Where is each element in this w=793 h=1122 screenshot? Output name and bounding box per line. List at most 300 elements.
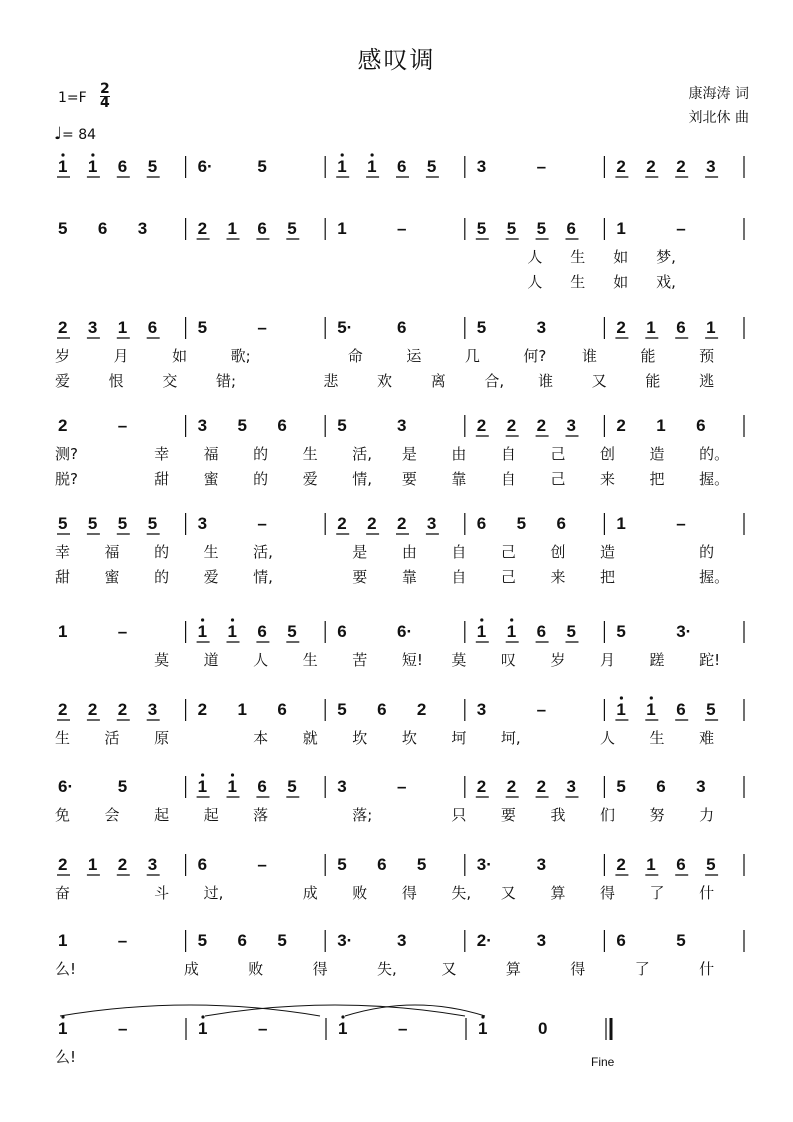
- note: 6: [616, 931, 626, 950]
- lyric: 岁: [550, 651, 566, 669]
- note: –: [397, 777, 407, 796]
- lyric: 起: [203, 806, 219, 824]
- lyric: 得: [570, 960, 586, 978]
- note: –: [536, 700, 547, 719]
- note: 6: [696, 416, 706, 435]
- note: 5: [147, 514, 158, 533]
- note: 2: [197, 700, 208, 719]
- note: 2: [367, 514, 377, 533]
- lyric: 道: [203, 651, 219, 669]
- lyric: 爱: [302, 470, 318, 488]
- note: 2: [58, 855, 68, 874]
- note: 5: [676, 931, 686, 950]
- high-octave-dot: [650, 696, 653, 699]
- note: 5: [706, 700, 716, 719]
- lyric: 己: [500, 568, 516, 586]
- note: 1: [58, 1019, 68, 1038]
- lyric: 就: [302, 729, 318, 747]
- note: 3: [706, 157, 716, 176]
- lyric: 如: [172, 347, 188, 365]
- note: 3: [426, 514, 437, 533]
- lyric: 原: [154, 729, 170, 747]
- note: 1: [227, 622, 237, 641]
- note: 1: [197, 622, 208, 641]
- note: 5·: [337, 318, 353, 337]
- lyric: 来: [600, 470, 616, 488]
- note: 5: [337, 700, 347, 719]
- lyric: 几: [464, 347, 480, 365]
- lyric: 生: [302, 445, 318, 463]
- lyric: 蜜: [104, 568, 120, 586]
- lyric: 人: [527, 273, 543, 291]
- note: 6: [277, 416, 287, 435]
- lyric: 离: [430, 372, 446, 390]
- lyric: 过,: [203, 884, 224, 902]
- note: 3: [566, 416, 576, 435]
- lyric: 甜: [55, 568, 71, 586]
- lyric: 起: [154, 806, 170, 824]
- note: 2: [506, 777, 517, 796]
- lyric: 得: [401, 884, 417, 902]
- note: 3: [566, 777, 576, 796]
- note: 6: [676, 855, 686, 874]
- note: 1: [337, 219, 347, 238]
- lyric: 靠: [451, 470, 467, 488]
- note: 6: [676, 700, 686, 719]
- note: –: [257, 855, 267, 874]
- lyric: 人: [600, 729, 616, 747]
- note: –: [117, 416, 128, 435]
- note: 6: [676, 318, 686, 337]
- note: 5: [706, 855, 716, 874]
- note: –: [257, 318, 267, 337]
- lyric: 败: [248, 960, 264, 978]
- lyric: 甜: [154, 470, 170, 488]
- note: 1: [338, 1019, 348, 1038]
- lyric: 创: [550, 543, 566, 561]
- lyric: 生: [55, 729, 71, 747]
- composer: 刘北休 曲: [688, 110, 749, 126]
- lyric: 么!: [55, 1048, 77, 1066]
- lyric: 免: [55, 806, 71, 824]
- note: 5: [117, 514, 128, 533]
- lyric: 岁: [55, 347, 71, 365]
- tie-slur: [345, 1005, 485, 1016]
- note: 3: [87, 318, 98, 337]
- lyric: 把: [600, 568, 616, 586]
- lyric: 的: [253, 445, 269, 463]
- note: 2: [117, 700, 128, 719]
- lyric: 逃: [699, 372, 715, 390]
- note: 6: [476, 514, 487, 533]
- lyric: 的。: [699, 445, 730, 463]
- high-octave-dot: [480, 618, 483, 621]
- lyric: 了: [649, 884, 665, 902]
- lyric: 交: [162, 372, 178, 390]
- lyric: 蜜: [203, 470, 219, 488]
- note: 2: [646, 157, 656, 176]
- note: –: [676, 514, 686, 533]
- lyric: 运: [406, 347, 422, 365]
- note: –: [398, 1019, 408, 1038]
- note: 1: [58, 931, 68, 950]
- high-octave-dot: [231, 773, 234, 776]
- lyric: 坷,: [500, 729, 521, 747]
- lyric: 什: [699, 884, 715, 902]
- lyric: 人: [527, 248, 543, 266]
- high-octave-dot: [61, 153, 64, 156]
- note: 3: [696, 777, 706, 796]
- note: 3: [137, 219, 148, 238]
- note: –: [676, 219, 686, 238]
- lyric: 己: [500, 543, 516, 561]
- lyric: 梦,: [656, 248, 676, 266]
- note: 2: [117, 855, 128, 874]
- note: 5: [197, 931, 208, 950]
- lyric: 成: [183, 960, 199, 978]
- lyric: 要: [401, 470, 417, 488]
- lyric: 靠: [401, 568, 417, 586]
- note: 2: [616, 318, 626, 337]
- note: 3: [197, 514, 208, 533]
- lyric: 又: [500, 884, 516, 902]
- note: –: [257, 514, 267, 533]
- lyric: 本: [253, 729, 269, 747]
- note: 1: [646, 318, 656, 337]
- lyric: 错;: [216, 372, 237, 390]
- lyric: 蹉: [649, 651, 665, 669]
- note: 2: [87, 700, 98, 719]
- note: 1: [646, 700, 656, 719]
- note: 3·: [676, 622, 692, 641]
- lyric: 命: [347, 347, 363, 365]
- note: 6: [277, 700, 287, 719]
- lyric: 自: [451, 568, 467, 586]
- lyric: 福: [104, 543, 120, 561]
- note: 3: [147, 700, 158, 719]
- note: 1: [87, 855, 98, 874]
- note: 2: [616, 855, 626, 874]
- note: 5: [58, 514, 68, 533]
- lyric: 要: [352, 568, 368, 586]
- note: 3: [536, 318, 547, 337]
- note: 5: [476, 318, 487, 337]
- note: 1: [476, 622, 487, 641]
- lyric: 谁: [538, 372, 554, 390]
- lyric: 造: [600, 543, 616, 561]
- lyric: 如: [613, 273, 629, 291]
- lyric: 落;: [352, 806, 373, 824]
- lyric: 得: [600, 884, 616, 902]
- note: 2: [397, 514, 407, 533]
- lyric: 能: [640, 347, 656, 365]
- lyric: 活: [104, 729, 120, 747]
- note: 5: [117, 777, 128, 796]
- lyric: 是: [401, 445, 417, 463]
- note: 6·: [58, 777, 74, 796]
- note: 5: [197, 318, 208, 337]
- note: 1: [58, 622, 68, 641]
- note: 1: [198, 1019, 208, 1038]
- lyric: 何?: [523, 347, 547, 365]
- lyric: 生: [649, 729, 665, 747]
- lyric: 们: [600, 806, 616, 824]
- time-top: 2: [100, 81, 110, 97]
- time-bottom: 4: [100, 95, 110, 111]
- high-octave-dot: [371, 153, 374, 156]
- note: 1: [506, 622, 517, 641]
- note: 3: [536, 855, 547, 874]
- note: 6: [337, 622, 347, 641]
- note: 6: [656, 777, 666, 796]
- note: 6: [377, 700, 387, 719]
- lyric: 幸: [55, 543, 71, 561]
- note: 6: [257, 219, 267, 238]
- note: 2: [536, 777, 547, 796]
- lyric: 悲: [323, 372, 339, 390]
- high-octave-dot: [201, 1015, 204, 1018]
- lyric: 的: [253, 470, 269, 488]
- note: 3: [337, 777, 347, 796]
- note: 6: [556, 514, 567, 533]
- lyric: 活,: [253, 543, 273, 561]
- lyric: 测?: [55, 445, 78, 463]
- note: 5: [566, 622, 576, 641]
- note: 3: [536, 931, 547, 950]
- note: 2: [337, 514, 347, 533]
- lyric: 是: [352, 543, 368, 561]
- lyric: 力: [699, 806, 715, 824]
- note: 1: [227, 777, 237, 796]
- note: 1: [478, 1019, 488, 1038]
- lyric: 握。: [699, 470, 730, 488]
- lyric: 的: [699, 543, 715, 561]
- lyric: 如: [613, 248, 629, 266]
- note: 5: [416, 855, 427, 874]
- lyric: 我: [550, 806, 566, 824]
- lyric: 合,: [484, 372, 505, 390]
- note: 1: [337, 157, 347, 176]
- note: 5: [337, 855, 347, 874]
- lyric: 创: [600, 445, 616, 463]
- note: 6: [566, 219, 576, 238]
- lyric: 把: [649, 470, 665, 488]
- lyric: 生: [570, 248, 586, 266]
- lyric: 预: [699, 347, 715, 365]
- lyric: 莫: [451, 651, 467, 669]
- note: 6: [397, 157, 407, 176]
- lyric: 月: [113, 347, 129, 365]
- note: 5: [287, 219, 297, 238]
- note: 1: [706, 318, 716, 337]
- note: –: [117, 622, 128, 641]
- lyric: 叹: [500, 651, 516, 669]
- lyric: 失,: [451, 884, 472, 902]
- lyric: 奋: [55, 884, 71, 902]
- lyric: 努: [649, 806, 665, 824]
- lyric: 能: [645, 372, 661, 390]
- lyric: 苦: [352, 651, 368, 669]
- lyric: 失,: [377, 960, 397, 978]
- high-octave-dot: [201, 773, 204, 776]
- high-octave-dot: [91, 153, 94, 156]
- lyric: 握。: [699, 568, 730, 586]
- note: 5: [287, 777, 297, 796]
- note: 3: [397, 416, 407, 435]
- quarter-note-icon: ♩: [54, 124, 63, 144]
- song-title: 感叹调: [357, 46, 436, 74]
- note: 5: [87, 514, 98, 533]
- lyric: 得: [312, 960, 328, 978]
- lyric: 又: [591, 372, 607, 390]
- high-octave-dot: [341, 153, 344, 156]
- high-octave-dot: [510, 618, 513, 621]
- note: 2: [616, 157, 626, 176]
- note: 0: [538, 1019, 548, 1038]
- lyric: 由: [401, 543, 417, 561]
- note: 1: [197, 777, 208, 796]
- lyric: 生: [203, 543, 219, 561]
- high-octave-dot: [201, 618, 204, 621]
- note: 5: [516, 514, 527, 533]
- note: 3: [147, 855, 158, 874]
- note: 2: [476, 777, 487, 796]
- lyric: 跎!: [699, 651, 721, 669]
- lyric: 人: [253, 651, 269, 669]
- lyric: 自: [500, 445, 516, 463]
- lyric: 坷: [451, 729, 467, 747]
- note: 6·: [397, 622, 413, 641]
- note: 2: [197, 219, 208, 238]
- lyric: 欢: [377, 372, 393, 390]
- lyric: 会: [104, 806, 120, 824]
- note: 6: [397, 318, 407, 337]
- note: 6: [237, 931, 247, 950]
- note: 6: [147, 318, 158, 337]
- lyric: 生: [570, 273, 586, 291]
- note: 6: [197, 855, 208, 874]
- lyricist: 康海涛 词: [688, 86, 749, 102]
- lyric: 落: [253, 806, 269, 824]
- note: 2: [506, 416, 517, 435]
- note: –: [536, 157, 547, 176]
- lyric: 算: [505, 960, 521, 978]
- lyric: 活,: [352, 445, 373, 463]
- note: 6: [536, 622, 547, 641]
- note: 1: [227, 219, 237, 238]
- note: 6: [257, 777, 267, 796]
- lyric: 的: [154, 543, 170, 561]
- lyric: 戏,: [656, 273, 676, 291]
- lyric: 的: [154, 568, 170, 586]
- note: 3: [397, 931, 407, 950]
- note: 5: [277, 931, 287, 950]
- note: 2·: [476, 931, 492, 950]
- note: 1: [367, 157, 377, 176]
- lyric: 只: [451, 806, 467, 824]
- note: 1: [616, 219, 626, 238]
- lyric: 又: [441, 960, 457, 978]
- note: 2: [616, 416, 626, 435]
- lyric: 幸: [154, 445, 170, 463]
- note: 2: [536, 416, 547, 435]
- note: 2: [58, 318, 68, 337]
- note: 1: [616, 514, 626, 533]
- lyric: 歌;: [230, 347, 251, 365]
- note: 1: [237, 700, 247, 719]
- note: 6: [257, 622, 267, 641]
- note: 5: [616, 622, 626, 641]
- note: 3·: [337, 931, 353, 950]
- lyric: 福: [203, 445, 219, 463]
- note: –: [258, 1019, 268, 1038]
- tempo-value: = 84: [62, 127, 97, 143]
- note: 3: [197, 416, 208, 435]
- lyric: 爱: [203, 568, 219, 586]
- lyric: 恨: [108, 372, 124, 390]
- note: 2: [676, 157, 686, 176]
- note: –: [117, 931, 128, 950]
- note: 2: [476, 416, 487, 435]
- lyric: 要: [500, 806, 516, 824]
- note: 2: [58, 416, 68, 435]
- high-octave-dot: [620, 696, 623, 699]
- note: 3·: [476, 855, 492, 874]
- note: 2: [58, 700, 68, 719]
- note: 5: [536, 219, 547, 238]
- lyric: 月: [600, 651, 616, 669]
- lyric: 败: [352, 884, 368, 902]
- lyric: 由: [451, 445, 467, 463]
- lyric: 莫: [154, 651, 170, 669]
- lyric: 算: [550, 884, 566, 902]
- lyric: 坎: [352, 729, 368, 747]
- lyric: 什: [699, 960, 715, 978]
- lyric: 难: [699, 729, 715, 747]
- fine-marking: Fine: [591, 1055, 615, 1069]
- lyric: 自: [500, 470, 516, 488]
- key-label: 1=F: [58, 90, 87, 106]
- note: 1: [87, 157, 98, 176]
- lyric: 造: [649, 445, 665, 463]
- lyric: 坎: [401, 729, 417, 747]
- note: 5: [58, 219, 68, 238]
- note: 5: [257, 157, 267, 176]
- note: 5: [426, 157, 437, 176]
- note: 3: [476, 157, 487, 176]
- note: 1: [58, 157, 68, 176]
- lyric: 己: [550, 470, 566, 488]
- lyric: 成: [302, 884, 318, 902]
- lyric: 情,: [352, 470, 373, 488]
- lyric: 谁: [581, 347, 598, 365]
- high-octave-dot: [341, 1015, 344, 1018]
- note: 6: [97, 219, 108, 238]
- note: 5: [287, 622, 297, 641]
- lyric: 么!: [55, 960, 77, 978]
- note: 5: [237, 416, 247, 435]
- high-octave-dot: [231, 618, 234, 621]
- lyric: 斗: [154, 884, 170, 902]
- lyric: 生: [302, 651, 318, 669]
- lyric: 自: [451, 543, 467, 561]
- note: 5: [506, 219, 517, 238]
- note: 6·: [197, 157, 213, 176]
- note: –: [397, 219, 407, 238]
- note: 5: [476, 219, 487, 238]
- note: 5: [147, 157, 158, 176]
- note: 5: [616, 777, 626, 796]
